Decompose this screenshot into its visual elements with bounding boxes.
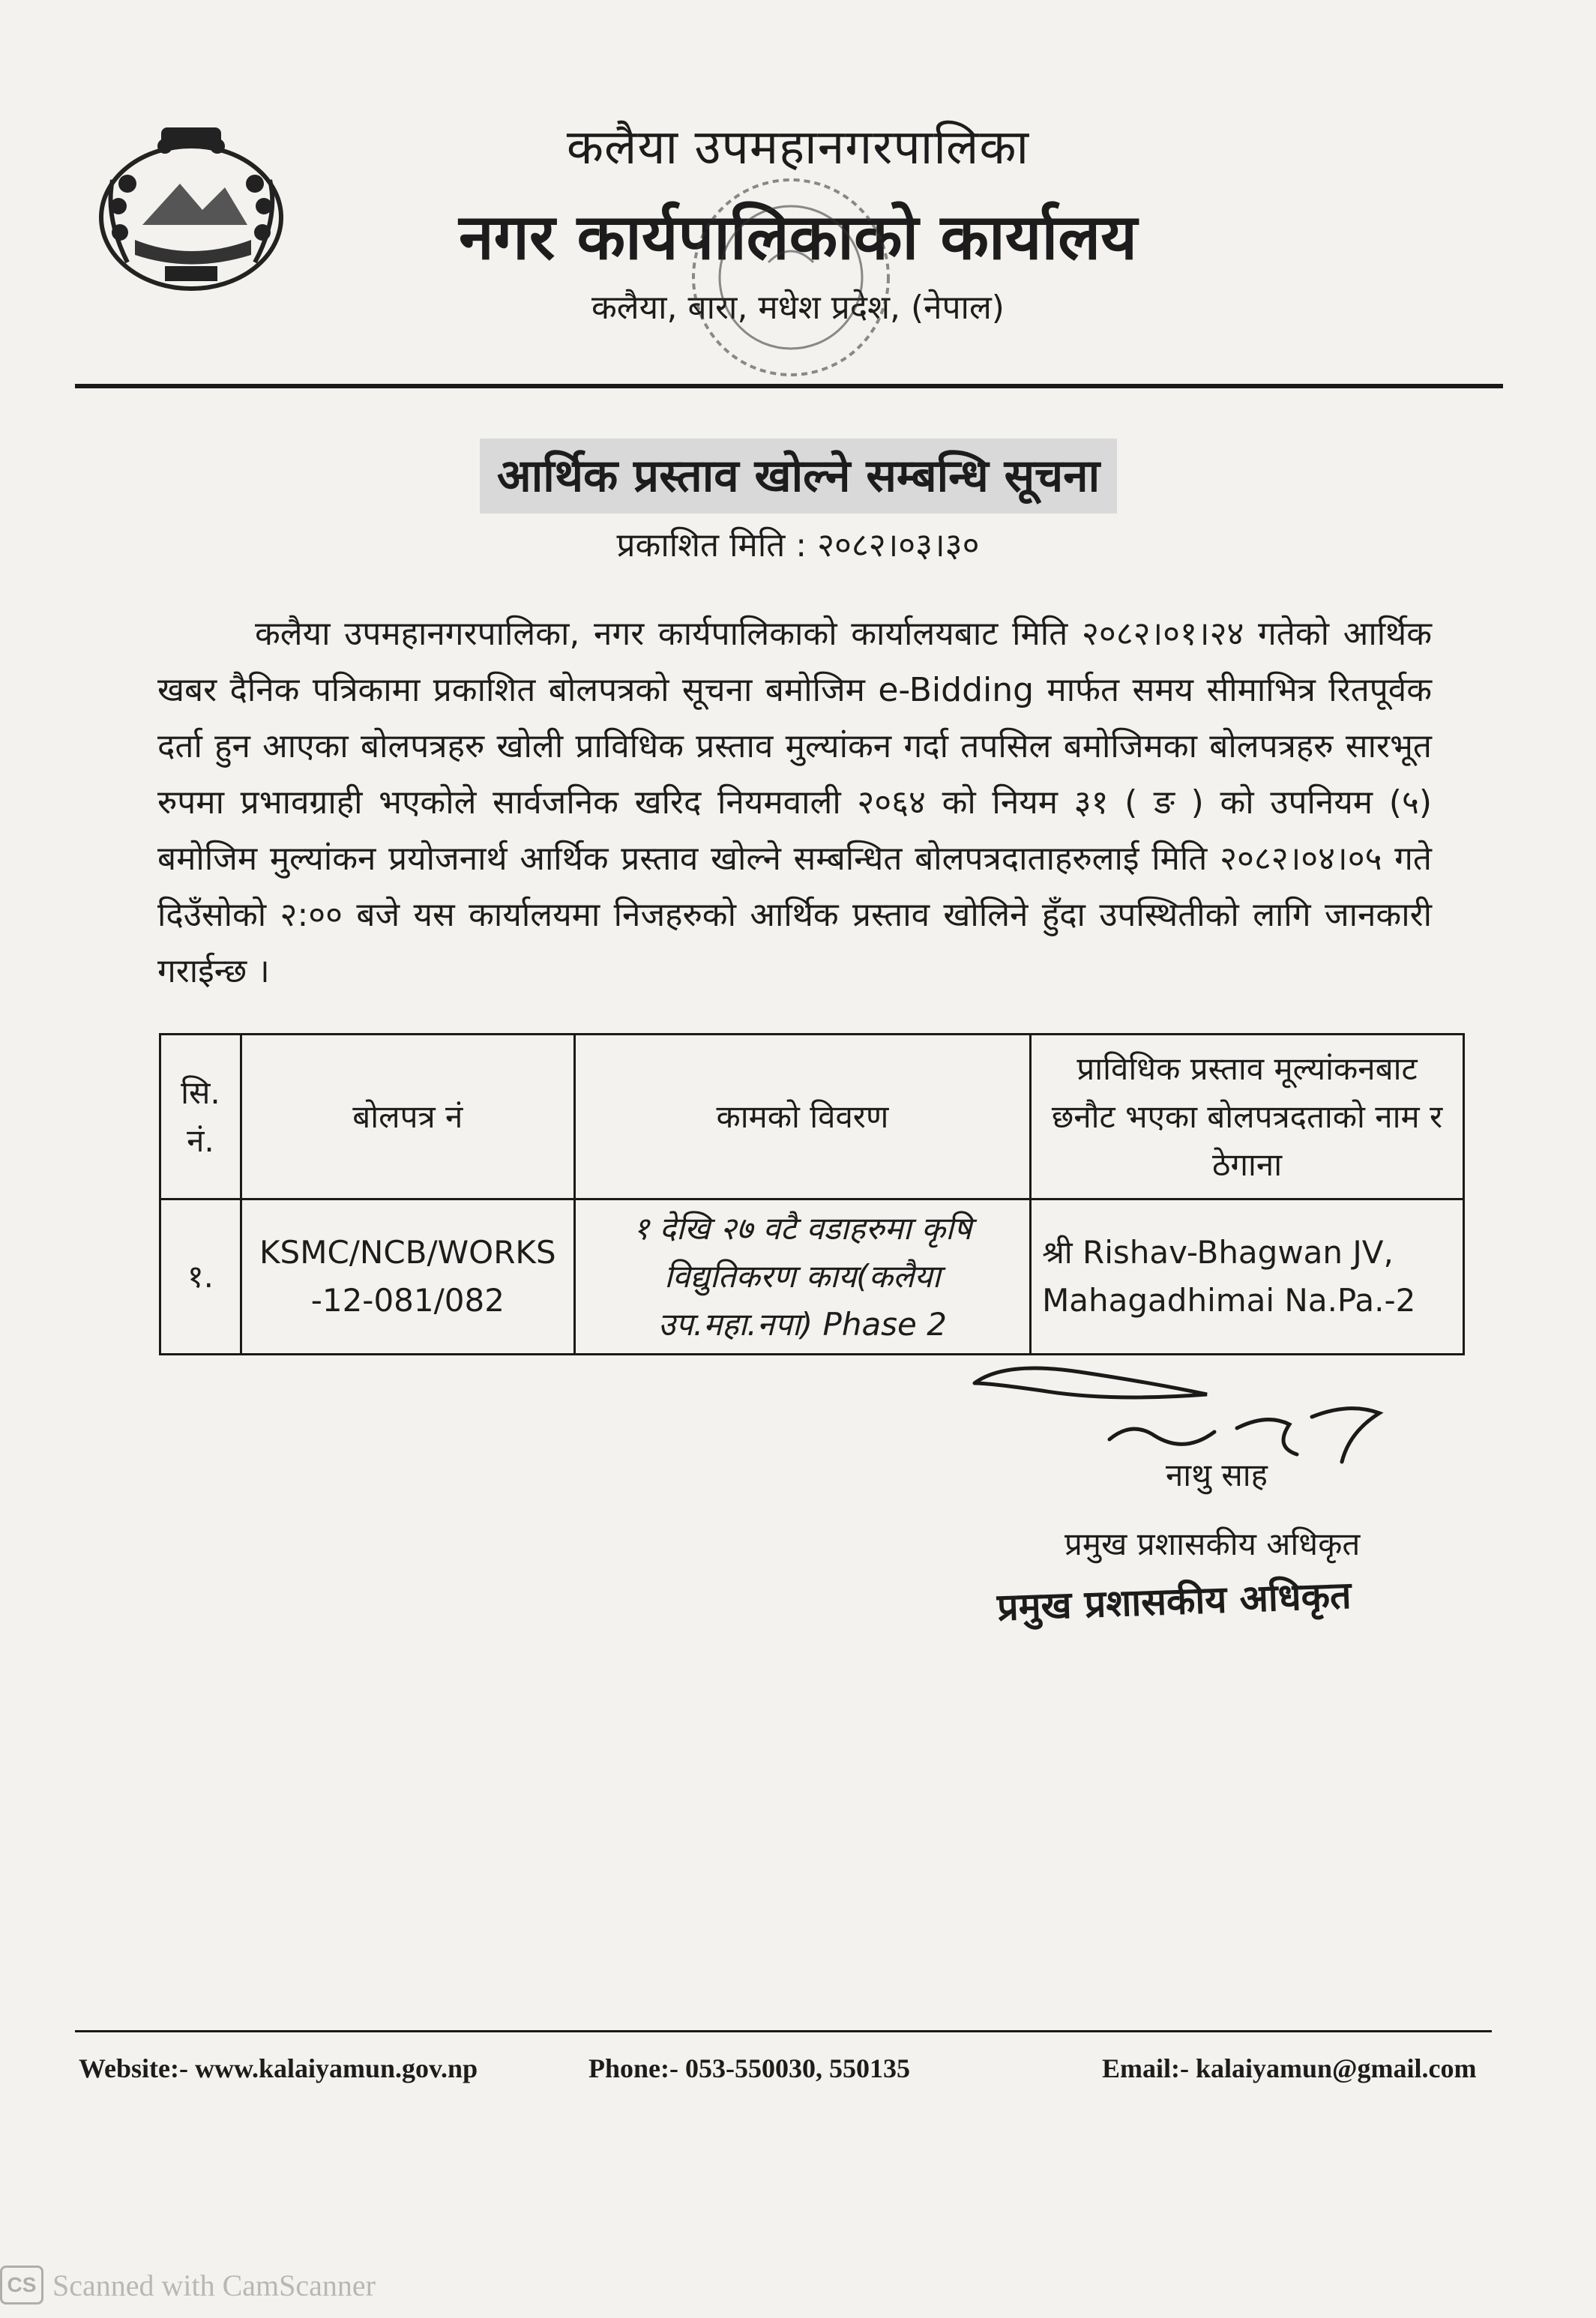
signatory-name: नाथु साह — [1166, 1457, 1268, 1493]
header-divider — [75, 384, 1503, 388]
bid-table — [159, 1033, 1465, 1355]
header-work-description: कामको विवरण — [574, 1035, 1030, 1199]
footer-email: Email:- kalaiyamun@gmail.com — [1102, 2053, 1477, 2083]
signatory-title: प्रमुख प्रशासकीय अधिकृत — [1064, 1526, 1361, 1562]
municipality-name: कलैया उपमहानगरपालिका — [566, 120, 1030, 175]
office-name: नगर कार्यपालिकाको कार्यालय — [459, 200, 1137, 274]
footer-divider — [75, 2030, 1492, 2032]
row-bid-number: KSMC/NCB/WORKS -12-081/082 — [241, 1199, 574, 1355]
footer-phone: Phone:- 053-550030, 550135 — [588, 2053, 910, 2083]
header-bidder: प्राविधिक प्रस्ताव मूल्यांकनबाट छनौट भएका बोलपत्रदताको नाम र ठेगाना — [1031, 1035, 1464, 1199]
table-row — [160, 1199, 1464, 1355]
row-bidder: श्री Rishav-Bhagwan JV, Mahagadhimai Na.Pa.-2 — [1031, 1199, 1464, 1355]
round-office-stamp — [678, 157, 903, 397]
header-serial: सि. नं. — [160, 1035, 241, 1199]
camscanner-logo-icon: CS — [0, 2266, 43, 2305]
published-date: प्रकाशित मिति : २०८२।०३।३० — [616, 526, 980, 565]
header-bid-number: बोलपत्र नं — [241, 1035, 574, 1199]
table-header-row — [160, 1035, 1464, 1199]
notice-body: कलैया उपमहानगरपालिका, नगर कार्यपालिकाको कार्यालयबाट मिति २०८२।०१।२४ गतेको आर्थिक खबर दैनिक पत्रिकामा प्रकाशित बोलपत्रको सूचना बमोजिम e-Bidding मार्फत समय सीमाभित्र रितपूर्वक दर्ता हुन आएका बोलपत्रहरु खोली प्राविधिक प्रस्ताव मुल्यांकन गर्दा तपसिल बमोजिमका बोलपत्रहरु सारभूत रुपमा प्रभावग्राही भएकोले सार्वजनिक खरिद नियमवाली २०६४ को नियम ३१ ( ङ ) को उपनियम (५) बमोजिम मुल्यांकन प्रयोजनार्थ आर्थिक प्रस्ताव खोल्ने सम्बन्धित बोलपत्रदाताहरुलाई मिति २०८२।०४।०५ गते दिउँसोको २:०० बजे यस कार्यालयमा निजहरुको आर्थिक प्रस्ताव खोलिने हुँदा उपस्थितीको लागि जानकारी गराईन्छ । — [157, 615, 1432, 990]
row-serial: १. — [160, 1199, 241, 1355]
row-work-description: १ देखि २७ वटै वडाहरुमा कृषि विद्युतिकरण काय(कलैया उप.महा.नपा) Phase 2 — [574, 1199, 1030, 1355]
footer-website: Website:- www.kalaiyamun.gov.np — [79, 2053, 478, 2083]
scanner-watermark — [0, 2264, 376, 2306]
office-address: कलैया, बारा, मधेश प्रदेश, (नेपाल) — [591, 289, 1005, 327]
scanner-text: Scanned with CamScanner — [52, 2268, 376, 2302]
notice-title: आर्थिक प्रस्ताव खोल्ने सम्बन्धि सूचना — [480, 439, 1117, 514]
signatory-stamp: प्रमुख प्रशासकीय अधिकृत — [996, 1573, 1352, 1630]
